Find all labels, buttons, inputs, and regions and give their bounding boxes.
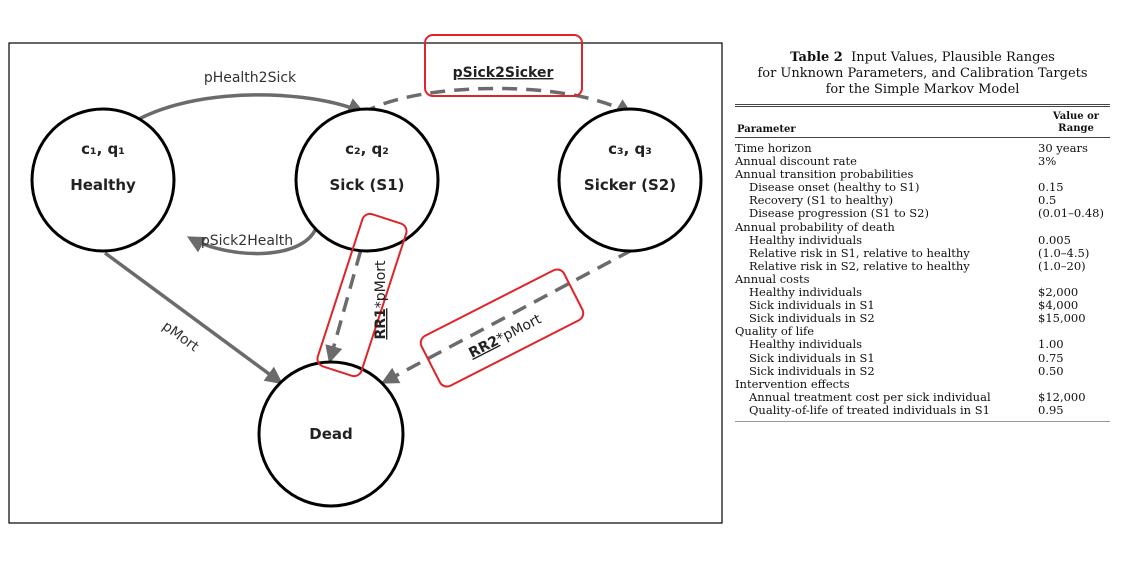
table-header-parameter: Parameter (737, 124, 796, 135)
node-healthy-params: c₁, q₁ (81, 140, 125, 158)
table-row (735, 365, 1110, 378)
label-rr2-suffix: *pMort (494, 311, 545, 348)
table-cell-parameter: Healthy individuals (749, 337, 863, 352)
table-cell-value: (1.0–4.5) (1038, 245, 1090, 260)
table-cell-parameter: Annual costs (735, 271, 810, 286)
table-cell-parameter: Annual probability of death (735, 219, 895, 234)
table-row (735, 207, 1110, 220)
arrow-sick-to-sicker (362, 88, 630, 114)
table-header-value-line2: Range (1058, 123, 1094, 134)
label-rr1 (373, 260, 389, 340)
node-dead-label: Dead (309, 425, 353, 443)
table-caption-label: Table 2 (790, 50, 843, 65)
table-cell-value: 0.15 (1038, 180, 1064, 195)
table-cell-parameter: Quality of life (735, 324, 815, 339)
table-row (735, 247, 1110, 260)
table-cell-parameter: Healthy individuals (749, 285, 863, 300)
table-cell-value: $4,000 (1038, 298, 1079, 313)
arrow-healthy-to-dead (105, 253, 280, 382)
table-row (735, 378, 1110, 391)
table-caption (735, 50, 1110, 98)
label-sick-to-sicker: pSick2Sicker (452, 65, 554, 81)
table-cell-parameter: Annual transition probabilities (735, 167, 914, 182)
table-cell-parameter: Sick individuals in S1 (749, 298, 875, 313)
table-cell-value: 30 years (1038, 141, 1088, 155)
label-healthy-to-dead: pMort (159, 318, 202, 356)
table-cell-parameter: Time horizon (735, 141, 812, 155)
table-top-rule (735, 104, 1110, 107)
node-sicker-label: Sicker (S2) (583, 176, 677, 194)
node-healthy-label: Healthy (70, 176, 136, 194)
label-rr2-prefix: RR2 (466, 333, 502, 362)
table-cell-parameter: Healthy individuals (749, 232, 863, 247)
table-row (735, 352, 1110, 365)
table-cell-value: 3% (1038, 154, 1057, 169)
table-header-value-line1: Value or (1052, 111, 1100, 122)
node-sick-label: Sick (S1) (329, 176, 405, 194)
table-cell-parameter: Sick individuals in S2 (749, 311, 875, 326)
table-cell-value: 0.50 (1038, 363, 1064, 378)
arrow-sicker-to-dead (384, 250, 632, 382)
table-cell-parameter: Relative risk in S2, relative to healthy (749, 258, 970, 273)
node-sicker-params: c₃, q₃ (608, 140, 652, 158)
table-cell-value (1038, 221, 1110, 234)
node-sick-params: c₂, q₂ (345, 140, 389, 158)
table-row (735, 234, 1110, 247)
table-cell-value (1038, 378, 1110, 391)
table-caption-line2: for Unknown Parameters, and Calibration Targets (757, 66, 1088, 81)
table-row (735, 391, 1110, 404)
table-cell-value: 0.75 (1038, 350, 1064, 365)
label-health-to-sick: pHealth2Sick (203, 70, 297, 86)
table-row (735, 221, 1110, 234)
parameter-table (735, 50, 1110, 422)
table-caption-line3: for the Simple Markov Model (825, 82, 1020, 97)
table-cell-parameter: Disease onset (healthy to S1) (749, 180, 920, 195)
table-cell-parameter: Disease progression (S1 to S2) (749, 206, 929, 221)
table-cell-parameter: Annual discount rate (735, 154, 857, 169)
table-cell-value: $15,000 (1038, 311, 1086, 326)
table-row (735, 338, 1110, 351)
table-row (735, 404, 1110, 417)
table-cell-parameter: Recovery (S1 to healthy) (749, 193, 894, 208)
table-cell-value: (1.0–20) (1038, 258, 1086, 273)
table-cell-value: $12,000 (1038, 389, 1086, 404)
table-cell-parameter: Sick individuals in S2 (749, 363, 875, 378)
table-cell-value: 1.00 (1038, 337, 1064, 352)
label-sick-to-health: pSick2Health (200, 233, 294, 249)
table-cell-parameter: Quality-of-life of treated individuals in S1 (749, 402, 990, 417)
table-header-value (1044, 111, 1108, 135)
table-cell-value: 0.5 (1038, 193, 1057, 208)
table-body (735, 138, 1110, 422)
table-cell-value: $2,000 (1038, 285, 1079, 300)
table-cell-value: 0.005 (1038, 232, 1071, 247)
table-cell-value: (0.01–0.48) (1038, 206, 1104, 221)
table-cell-parameter: Sick individuals in S1 (749, 350, 875, 365)
label-rr1-suffix: *pMort (373, 260, 389, 309)
table-header (735, 109, 1110, 138)
table-caption-line1: Input Values, Plausible Ranges (851, 50, 1055, 65)
table-row (735, 260, 1110, 273)
label-rr1-prefix: RR1 (373, 308, 389, 340)
table-cell-parameter: Annual treatment cost per sick individual (749, 389, 991, 404)
table-cell-parameter: Intervention effects (735, 376, 850, 391)
table-cell-parameter: Relative risk in S1, relative to healthy (749, 245, 970, 260)
table-cell-value: 0.95 (1038, 402, 1064, 417)
